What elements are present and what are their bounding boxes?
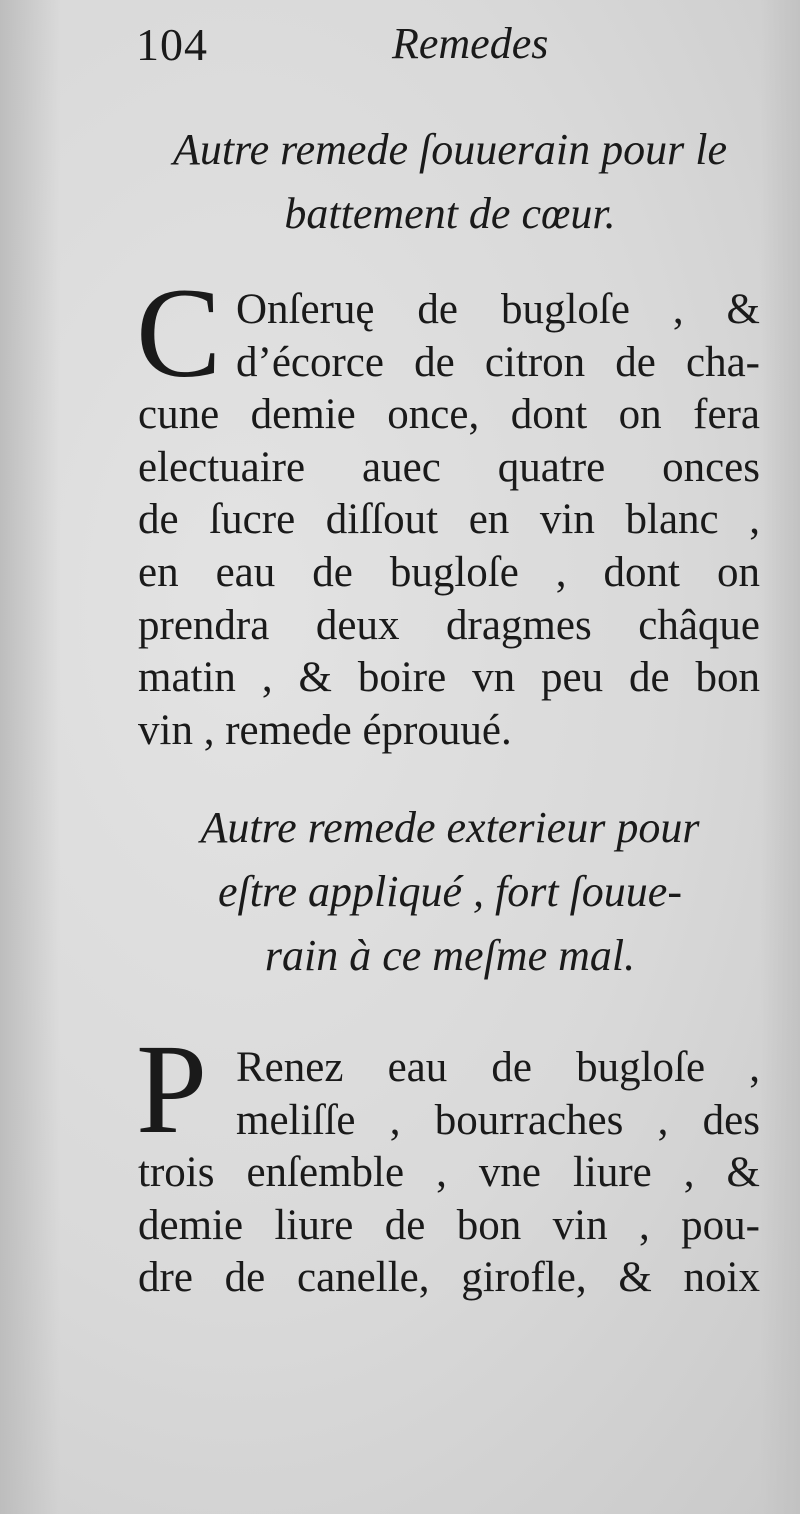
text-line: en eau de bugloſe , dont on [138,548,760,596]
section-2-heading [140,796,760,988]
text-line: Renez eau de bugloſe , [236,1044,760,1091]
text-line: d’écorce de citron de cha- [236,338,760,386]
drop-cap-p: P [136,1018,208,1160]
page-number: 104 [136,19,208,70]
heading-line: Autre remede exterieur pour [200,803,700,852]
text-line: dre de canelle, girofle, & noix [138,1254,760,1302]
page-edge-shadow [760,0,800,1514]
text-line: vin , remede éprouué. [138,706,512,754]
section-1-paragraph [138,284,760,757]
page-header [0,18,800,78]
heading-line: rain à ce meſme mal. [264,931,636,980]
text-line: meliſſe , bourraches , des [236,1096,760,1144]
text-line: cune demie once, dont on fera [138,391,760,439]
heading-line: battement de cœur. [284,189,616,238]
text-line: de ſucre diſſout en vin blanc , [138,496,760,544]
text-line: trois enſemble , vne liure , & [138,1149,760,1197]
text-line: matin , & boire vn peu de bon [138,654,760,702]
text-line: electuaire auec quatre onces [138,443,760,491]
section-2-paragraph [138,1042,760,1305]
text-line: Onſeruę de bugloſe , & [236,286,760,333]
running-title: Remedes [392,19,549,68]
heading-line: Autre remede ſouuerain pour le [173,125,727,174]
heading-line: eſtre appliqué , fort ſouue- [218,867,682,916]
text-line: prendra deux dragmes châque [138,601,760,649]
page-gutter-shadow [0,0,60,1514]
section-1-heading [140,118,760,246]
drop-cap-c: C [136,262,222,404]
text-line: demie liure de bon vin , pou- [138,1201,760,1249]
